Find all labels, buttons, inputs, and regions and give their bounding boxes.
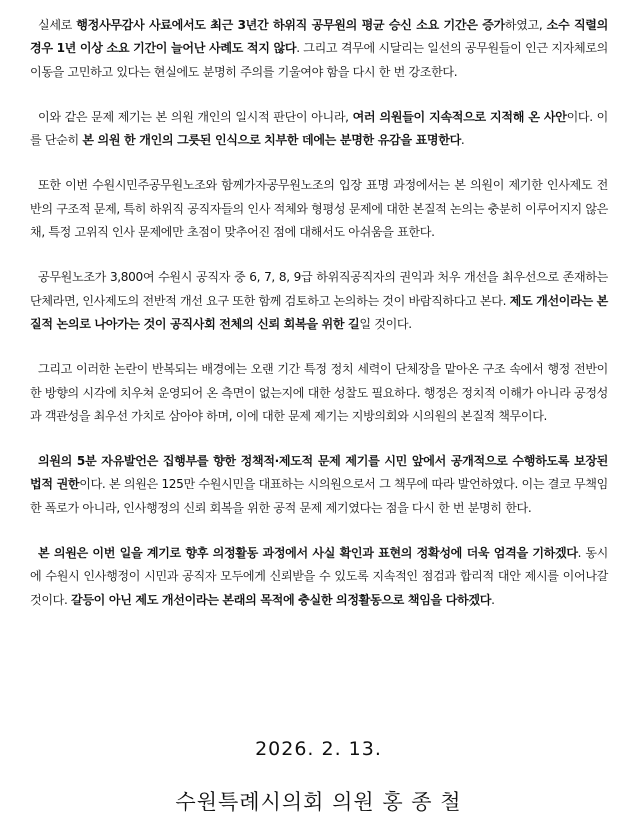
text-run: 또한 이번 수원시민주공무원노조와 함께가자공무원노조의 입장 표명 과정에서는 본 의원이 제기한 인사제도 전반의 구조적 문제, 특히 하위직 공직자들의 인사 적체와 형평성 문제에 대한 본질적 논의는 충분히 이루어지지 않은 채, 특정 고위직 인사 문제에만 초점이 맞추어진 점에 대해서도 아쉬움을 표한다. xyxy=(30,178,608,240)
bold-text-run: 소수 직렬의 경우 1년 이상 소요 기간이 늘어난 사례도 적지 않다 xyxy=(30,18,608,56)
paragraph-6 xyxy=(30,450,608,520)
text-run: . 동시에 수원시 인사행정이 시민과 공직자 모두에게 신뢰받을 수 있도록 지속적인 점검과 합리적 대안 제시를 이어나갈 것이다. xyxy=(30,546,608,607)
bold-text-run: 행정사무감사 사료에서도 최근 3년간 하위직 공무원의 평균 승신 소요 기간은 증가 xyxy=(76,18,505,32)
bold-text-run: 본 의원은 이번 일을 계기로 향후 의정활동 과정에서 사실 확인과 표현의 정확성에 더욱 엄격을 기하겠다 xyxy=(38,546,578,561)
text-run: 공무원노조가 3,800여 수원시 공직자 중 6, 7, 8, 9급 하위직공직자의 권익과 처우 개선을 최우선으로 존재하는 단체라면, 인사제도의 전반적 개선 요구 또한 함께 검토하고 논의하는 것이 바람직하다고 본다. xyxy=(30,270,608,308)
text-run: 이다. 이를 단순히 xyxy=(30,109,608,148)
text-run: . 그리고 격무에 시달리는 일선의 공무원들이 인근 지자체로의 이동을 고민하고 있다는 현실에도 분명히 주의를 기울여야 함을 다시 한 번 강조한다. xyxy=(30,41,608,79)
text-run: . xyxy=(491,592,495,607)
paragraph-3 xyxy=(30,174,608,244)
bold-text-run: 여러 의원들이 지속적으로 지적해 온 사안 xyxy=(352,109,567,124)
bold-text-run: 갈등이 아닌 제도 개선이라는 본래의 목적에 충실한 의정활동으로 책임을 다하겠다 xyxy=(71,592,492,607)
statement-body xyxy=(30,14,608,634)
statement-date: 2026. 2. 13. xyxy=(255,738,382,760)
text-run: 일 것이다. xyxy=(359,316,412,331)
text-run: . xyxy=(460,133,465,148)
paragraph-5 xyxy=(30,358,608,428)
text-run: 그리고 이러한 논란이 반복되는 배경에는 오랜 기간 특정 정치 세력이 단체장을 맡아온 구조 속에서 행정 전반이 한 방향의 시각에 치우쳐 운영되어 온 측면이 없는지에 대한 성찰도 필요하다. 행정은 정치적 이해가 아니라 공정성과 객관성을 최우선 가치로 삼아야 하며, 이에 대한 문제 제기는 지방의회와 시의원의 본질적 책무이다. xyxy=(30,362,608,423)
paragraph-2 xyxy=(30,106,608,153)
text-run: 실세로 xyxy=(38,18,77,32)
bold-text-run: 본 의원 한 개인의 그릇된 인식으로 치부한 데에는 분명한 유감을 표명한다 xyxy=(82,133,461,148)
text-run: 이다. 본 의원은 125만 수원시민을 대표하는 시의원으로서 그 책무에 따라 발언하였다. 이는 결코 무책임한 폭로가 아니라, 인사행정의 신뢰 회복을 위한 공적 문제 제기였다는 점을 다시 한 번 분명히 한다. xyxy=(30,477,608,515)
text-run: 이와 같은 문제 제기는 본 의원 개인의 일시적 판단이 아니라, xyxy=(38,109,353,124)
paragraph-7 xyxy=(30,542,608,612)
bold-text-run: 제도 개선이라는 본질적 논의로 나아가는 것이 공직사회 전체의 신뢰 회복을 위한 길 xyxy=(30,293,608,331)
signature-line: 수원특례시의회 의원 홍 종 철 xyxy=(175,790,462,814)
paragraph-1 xyxy=(30,14,608,84)
text-run: 하였고, xyxy=(504,18,547,32)
bold-text-run: 의원의 5분 자유발언은 집행부를 향한 정책적·제도적 문제 제기를 시민 앞에서 공개적으로 수행하도록 보장된 법적 권한 xyxy=(30,454,608,492)
paragraph-4 xyxy=(30,266,608,336)
